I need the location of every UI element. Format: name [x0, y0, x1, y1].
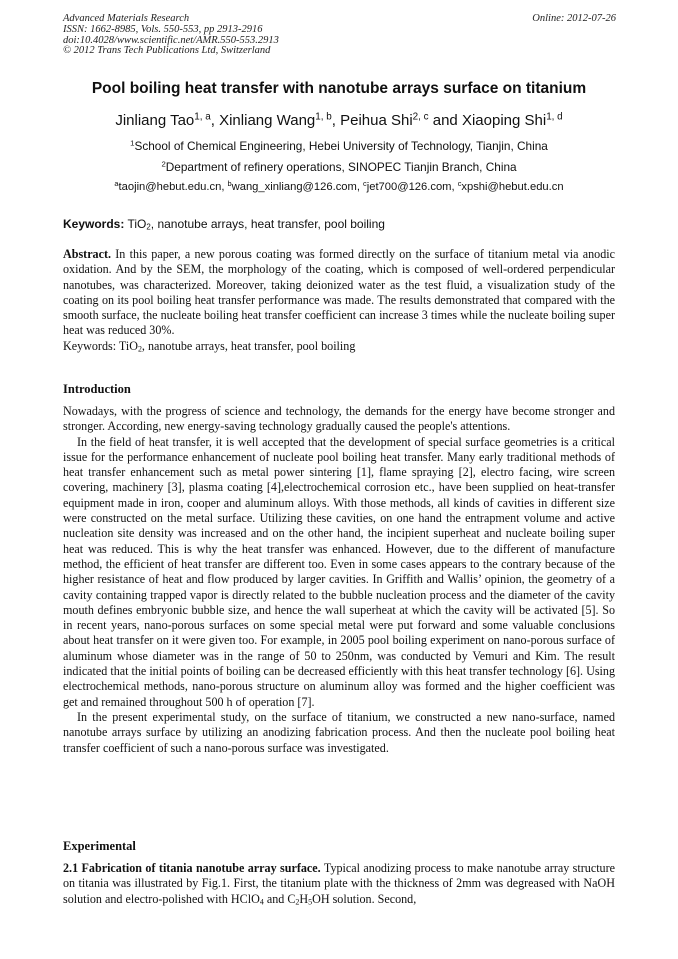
experimental-text: Typical anodizing process to make nanotube array structure on titania was illustrated by Fig.1. First, the titanium plate with the thickness of 2mm was degreased with NaOH solution and electro-polished with HClO [63, 861, 615, 906]
email-address[interactable]: xpshi@hebut.edu.cn [461, 181, 564, 193]
keywords-text: TiO [124, 217, 147, 231]
email-address[interactable]: jet700@126.com, [366, 181, 458, 193]
keywords-label: Keywords: [63, 217, 125, 231]
formula-subscript: 2 [295, 897, 300, 907]
online-date: Online: 2012-07-26 [532, 13, 616, 24]
keywords-block [63, 217, 385, 231]
affiliation-sup: 1 [130, 138, 135, 148]
email-sup: c [457, 178, 462, 188]
abstract-paragraph [63, 247, 615, 339]
email-address[interactable]: wang_xinliang@126.com, [231, 181, 364, 193]
abstract-keywords-text: Keywords: TiO [63, 338, 138, 353]
author-sup: 1, a [194, 111, 211, 123]
keywords-subscript: 2 [146, 222, 151, 232]
author-name: Peihua Shi [340, 112, 413, 129]
experimental-heading: Experimental [63, 839, 136, 853]
intro-paragraph-2: In the field of heat transfer, it is well accepted that the development of special surface geometries is a critical issue for the performance enhancement of nucleate pool boiling heat transfer. Many early traditional methods of heat transfer enhancement such as metal power sintering [1], flame spraying [2], electro facing, wire screen covering, machinery [3], plasma coating [4],electrochemical corrosion etc., have been supplied on heat-transfer equipment made in iron, cooper and aluminum alloys. With those methods, all kinds of cavities in different size were constructed on the metal surface. Utilizing these cavities, on one hand the entrapment volume and active nucleation site density was increased and on the other hand, the incipient superheat and nucleate boiling super heat was reduced. This is why the heat transfer was enhanced. However, due to the different of manufacture method, the efficient of heat transfer are different too. Even in some cases appears to the contrary because of the higher resistance of heat and flow produced by larger cavities. In Griffith and Wallis’ opinion, the geometry of a cavity containing trapped vapor is directly related to the bubble nucleation process and the diameter of the cavity mouth defines embryonic bubble size, and hence the wall superheat at which the cavity will be activated [5]. So in recent years, nano-porous surfaces on some special metal were put forward and some valuable conclusions about heat transfer on it were given too. For example, in 2005 pool boiling experiment on nano-porous surface of aluminum whose diameter was in the range of 50 to 250nm, was conducted by Vemuri and Kim. The result indicated that the initial points of boiling can be decreased efficiently with this heat transfer technology [6]. Using electrochemical methods, nano-porous structure on aluminum alloy was formed and the higher coefficient was get and remained throughout 500 h of operation [7]. [63, 434, 615, 709]
affiliation-sup: 2 [161, 159, 166, 169]
email-sup: a [114, 178, 119, 188]
keywords-text: , nanotube arrays, heat transfer, pool boiling [150, 217, 385, 231]
author-name: Xiaoping Shi [461, 112, 547, 129]
doi-line[interactable]: doi:10.4028/www.scientific.net/AMR.550-553.2913 [63, 34, 279, 46]
journal-name: Advanced Materials Research [63, 13, 190, 24]
paper-title: Pool boiling heat transfer with nanotube arrays surface on titanium [91, 80, 587, 97]
experimental-text: and C [263, 891, 296, 906]
email-list [40, 178, 638, 193]
author-name: Xinliang Wang [219, 112, 316, 129]
issn-line: ISSN: 1662-8985, Vols. 550-553, pp 2913-2916 [63, 23, 263, 35]
experimental-section [63, 861, 615, 907]
abstract-keywords-subscript: 2 [137, 344, 142, 354]
author-sup: 2, c [412, 111, 429, 123]
abstract-keywords [63, 339, 615, 354]
experimental-text: H [299, 891, 309, 906]
author-list [40, 112, 638, 129]
subsection-heading: 2.1 Fabrication of titania nanotube array surface. [63, 861, 321, 875]
formula-subscript: 4 [259, 897, 264, 907]
author-sup: 1, d [546, 111, 563, 123]
abstract-label: Abstract. [63, 247, 112, 261]
author-separator: , [331, 112, 341, 129]
affiliation-1 [40, 139, 638, 153]
formula-subscript: 5 [308, 897, 313, 907]
author-separator: , [210, 112, 220, 129]
introduction-section [63, 404, 615, 756]
email-sup: c [363, 178, 367, 188]
abstract-section [63, 247, 615, 354]
affiliation-text: Department of refinery operations, SINOPEC Tianjin Branch, China [165, 160, 517, 174]
email-address[interactable]: taojin@hebut.edu.cn, [118, 181, 228, 193]
introduction-heading: Introduction [63, 382, 131, 396]
intro-paragraph-1: Nowadays, with the progress of science and technology, the demands for the energy have become stronger and stronger. According, new energy-saving technology gradually caused the people's attentions. [63, 404, 615, 434]
experimental-text: OH solution. Second, [312, 891, 417, 906]
copyright-line: © 2012 Trans Tech Publications Ltd, Switzerland [63, 45, 271, 57]
author-sup: 1, b [315, 111, 332, 123]
email-sup: b [227, 178, 232, 188]
journal-header [63, 14, 279, 57]
intro-paragraph-3: In the present experimental study, on the surface of titanium, we constructed a new nano-surface, named nanotube arrays surface by utilizing an anodizing fabrication process. And then the nucleate pool boiling heat transfer coefficient of such a nano-porous surface was investigated. [63, 709, 615, 755]
experimental-paragraph [63, 861, 615, 907]
affiliation-2 [40, 160, 638, 174]
author-and: and [428, 112, 462, 129]
author-name: Jinliang Tao [115, 112, 195, 129]
abstract-keywords-text: , nanotube arrays, heat transfer, pool boiling [141, 338, 356, 353]
affiliation-text: School of Chemical Engineering, Hebei University of Technology, Tianjin, China [134, 139, 548, 153]
abstract-text: In this paper, a new porous coating was formed directly on the surface of titanium metal via anodic oxidation. And by the SEM, the morphology of the coating, which is composed of well-ordered perpendicular nanotubes, was characterized. Moreover, taking deionized water as the test fluid, a visualization study of the coating on its pool boiling heat transfer performance was made. The results demonstrated that compared with the smooth surface, the nucleate boiling heat transfer coefficient can increase 3 times while the nucleate boiling super heat was reduced 30%. [63, 247, 615, 338]
